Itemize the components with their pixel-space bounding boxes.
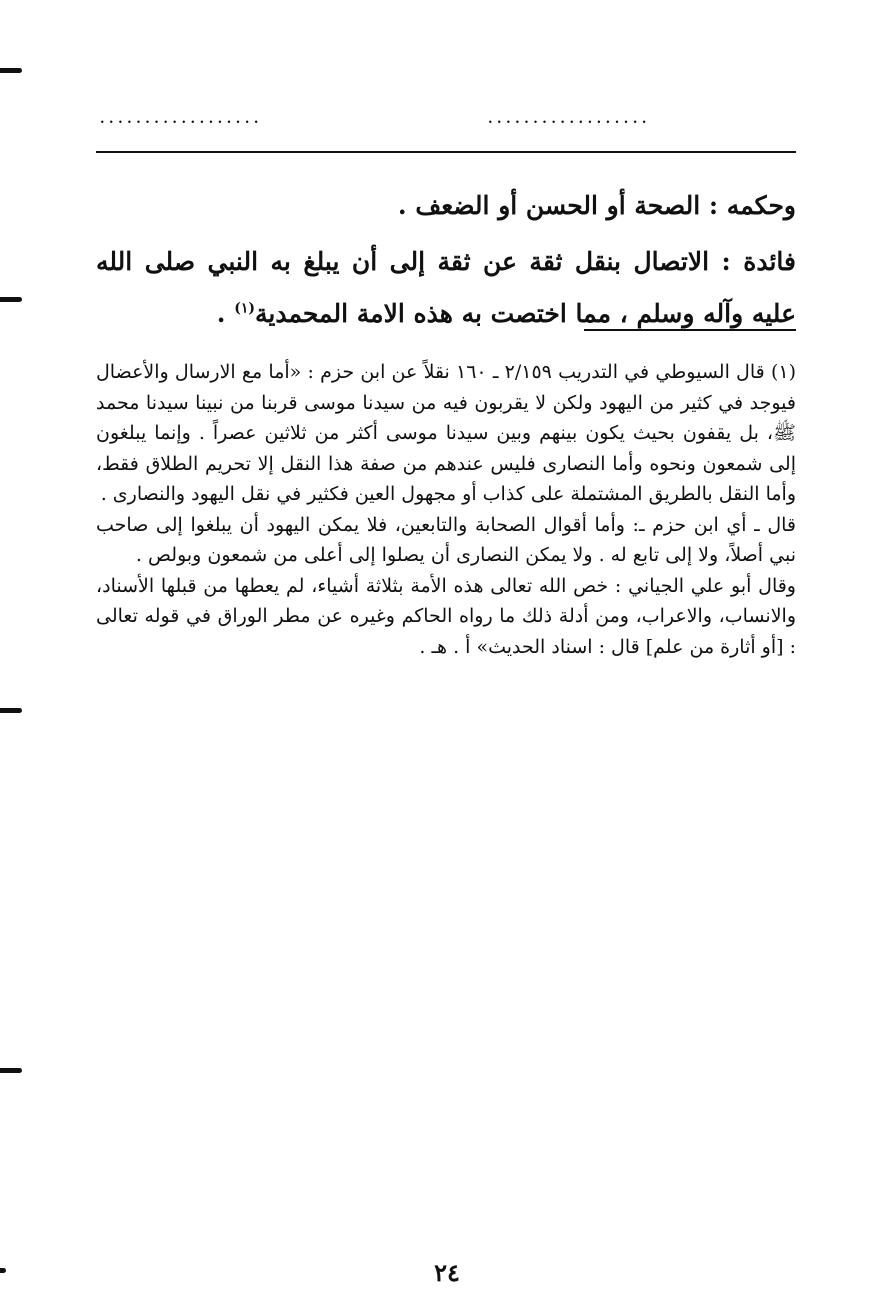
scan-margin-mark bbox=[0, 68, 22, 73]
faida-label: فائدة : bbox=[721, 247, 796, 276]
footnote-separator bbox=[584, 329, 796, 331]
page-number: ٢٤ bbox=[434, 1258, 460, 1287]
hukm-label: وحكمه : bbox=[708, 191, 796, 220]
footnotes bbox=[96, 357, 796, 662]
footnote-reference: (١) bbox=[234, 300, 255, 317]
faida-paragraph bbox=[96, 236, 796, 340]
scan-margin-mark bbox=[0, 708, 22, 713]
header-dots-left: . . . . . . . . . . . . . . . . . . bbox=[100, 112, 259, 127]
footnote-paragraph: وقال أبو علي الجياني : خص الله تعالى هذه الأمة بثلاثة أشياء، لم يعطها من قبلها الأسناد، والانساب، والاعراب، ومن أدلة ذلك ما رواه الحاكم وغيره عن مطر الوراق في قوله تعالى : [أو أثارة من علم] قال : اسناد الحديث» أ . هـ . bbox=[96, 574, 796, 658]
hukm-paragraph bbox=[96, 180, 796, 232]
faida-end: . bbox=[216, 299, 235, 328]
header-rule bbox=[96, 151, 796, 153]
scan-margin-mark bbox=[0, 297, 22, 302]
header-dots-right: . . . . . . . . . . . . . . . . . . bbox=[488, 112, 647, 127]
scan-margin-mark bbox=[0, 1068, 22, 1073]
footnote-paragraph: (١) قال السيوطي في التدريب ٢/١٥٩ ـ ١٦٠ نقلاً عن ابن حزم : «أما مع الارسال والأعضال فيوجد في كثير من اليهود ولكن لا يقربون فيه من سيدنا موسى قربنا من نبينا سيدنا محمد ﷺ، بل يقفون بحيث يكون بينهم وبين سيدنا موسى أكثر من ثلاثين عصراً . وإنما يبلغون إلى شمعون ونحوه وأما النصارى فليس عندهم من صفة هذا النقل إلا تحريم الطلاق فقط، وأما النقل بالطريق المشتملة على كذاب أو مجهول العين فكثير في نقل اليهود والنصارى . bbox=[96, 361, 796, 505]
footnote-paragraph: قال ـ أي ابن حزم ـ: وأما أقوال الصحابة والتابعين، فلا يمكن اليهود أن يبلغوا إلى صاحب نبي أصلاً، ولا إلى تابع له . ولا يمكن النصارى أن يصلوا إلى أعلى من شمعون وبولص . bbox=[96, 513, 796, 566]
faida-text: الاتصال بنقل ثقة عن ثقة إلى أن يبلغ به النبي صلى الله عليه وآله وسلم ، مما اختصت به هذه الامة المحمدية bbox=[96, 247, 796, 328]
hukm-text: الصحة أو الحسن أو الضعف . bbox=[397, 191, 709, 220]
